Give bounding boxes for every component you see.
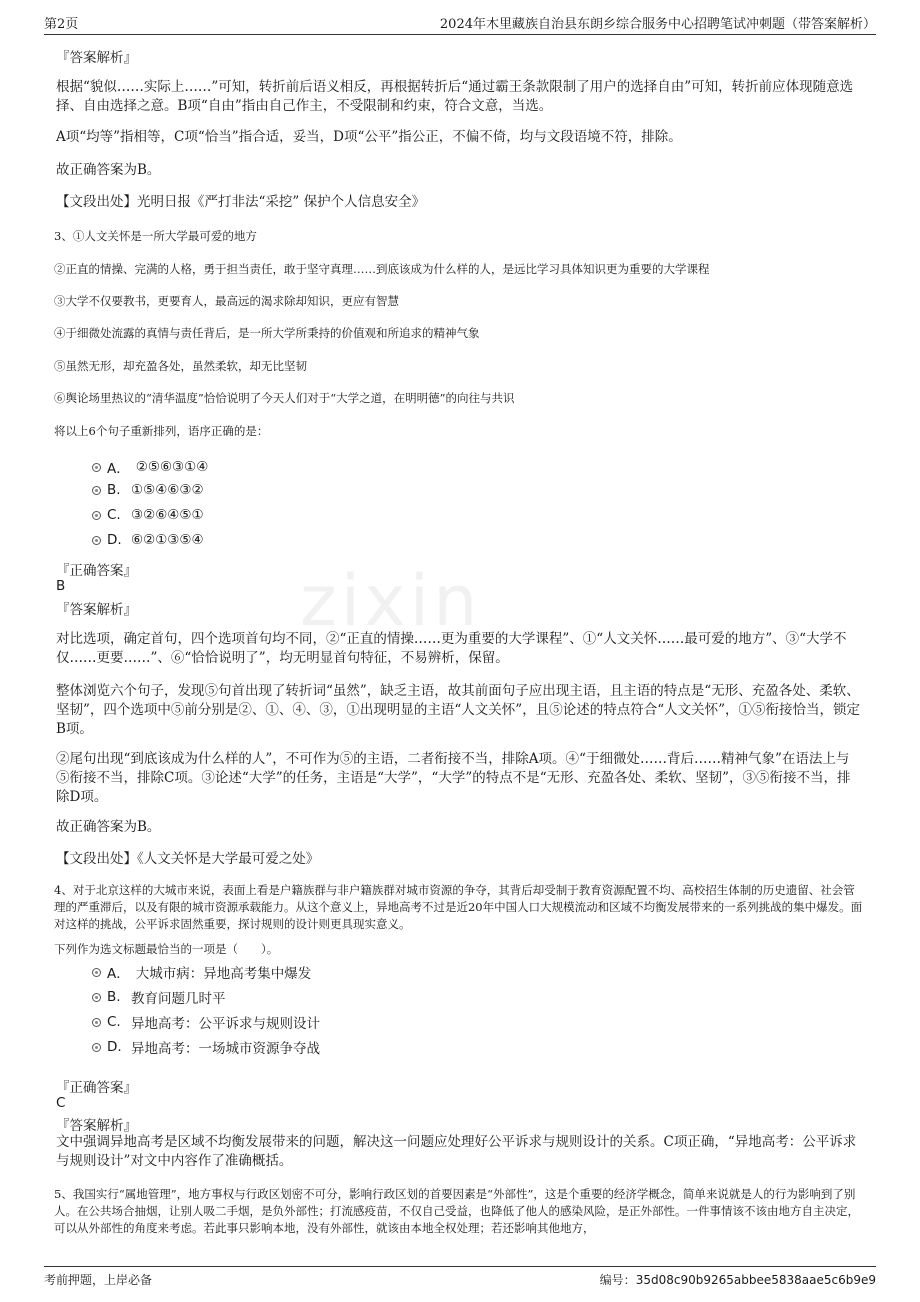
option-key: D. (107, 532, 122, 548)
option-key: A． (107, 966, 130, 982)
correct-answer-label: 『正确答案』 (56, 563, 137, 579)
analysis-paragraph: 对比选项，确定首句，四个选项首句均不同，②“正直的情操……更为重要的大学课程”、①“人文关怀……最可爱的地方”、③“大学不仅……更要……”、⑥“恰恰说明了”，均无明显首句特征，不易辨析，保留。 (56, 631, 847, 666)
page-header (44, 10, 876, 35)
source-citation: 【文段出处】《人文关怀是大学最可爱之处》 (56, 851, 320, 867)
radio-icon[interactable] (92, 993, 101, 1002)
question-sentence: 3、①人文关怀是一所大学最可爱的地方 (54, 229, 257, 243)
option-key: B. (107, 482, 121, 498)
correct-answer-label: 『正确答案』 (56, 1080, 137, 1096)
option-text: 教育问题几时平 (131, 991, 226, 1007)
page-number: 第2页 (44, 17, 79, 32)
question-prompt: 将以上6个句子重新排列，语序正确的是： (54, 424, 269, 438)
document-code-value: 35d08c90b9265abbee5838aae5c6b9e9 (635, 1273, 876, 1287)
watermark: zixin (300, 560, 482, 642)
radio-icon[interactable] (92, 1043, 101, 1052)
radio-icon[interactable] (92, 536, 101, 545)
analysis-conclusion: 故正确答案为B。 (56, 162, 161, 178)
option-c[interactable] (92, 507, 204, 523)
option-key: C. (107, 507, 121, 523)
analysis-paragraph: A项“均等”指相等，C项“恰当”指合适，妥当，D项“公平”指公正，不偏不倚，均与文段语境不符，排除。 (56, 129, 682, 145)
option-d[interactable] (92, 1037, 320, 1057)
source-citation: 【文段出处】光明日报《严打非法“采挖” 保护个人信息安全》 (56, 194, 426, 210)
document-code (600, 1271, 876, 1288)
radio-icon[interactable] (92, 463, 101, 472)
question-sentence: ⑤虽然无形，却充盈各处，虽然柔软，却无比坚韧 (54, 359, 307, 373)
radio-icon[interactable] (92, 486, 101, 495)
question-sentence: ⑥舆论场里热议的“清华温度”恰恰说明了今天人们对于“大学之道，在明明德”的向往与共识 (54, 391, 515, 405)
document-code-label: 编号： (599, 1273, 636, 1287)
analysis-paragraph: 文中强调异地高考是区域不均衡发展带来的问题，解决这一问题应处理好公平诉求与规则设计的关系。C项正确，“异地高考：公平诉求与规则设计”对文中内容作了准确概括。 (56, 1134, 857, 1169)
option-key: D. (107, 1039, 122, 1055)
option-text: ①⑤④⑥③② (131, 482, 204, 498)
question-sentence: ④于细微处流露的真情与责任背后，是一所大学所秉持的价值观和所追求的精神气象 (54, 326, 480, 340)
radio-icon[interactable] (92, 511, 101, 520)
option-text: 大城市病：异地高考集中爆发 (135, 966, 312, 982)
question-stem: 4、对于北京这样的大城市来说，表面上看是户籍族群与非户籍族群对城市资源的争夺，其背后却受制于教育资源配置不均、高校招生体制的历史遗留、社会管理的严重滞后，以及有限的城市资源承载能力。从这个意义上，异地高考不过是近20年中国人口大规模流动和区域不均衡发展带来的一系列挑战的集中爆发。面对这样的挑战，公平诉求固然重要，探讨规则的设计则更具现实意义。 (54, 883, 863, 931)
document-title: 2024年木里藏族自治县东朗乡综合服务中心招聘笔试冲刺题（带答案解析） (439, 17, 876, 32)
option-text: ⑥②①③⑤④ (131, 532, 204, 548)
option-key: A． (107, 461, 130, 477)
radio-icon[interactable] (92, 968, 101, 977)
question-sentence: ③大学不仅要教书，更要育人，最高远的渴求除却知识，更应有智慧 (54, 294, 399, 308)
analysis-label: 『答案解析』 (56, 1118, 137, 1134)
option-text: 异地高考：公平诉求与规则设计 (131, 1016, 320, 1032)
footer-slogan: 考前押题，上岸必备 (44, 1273, 153, 1287)
correct-answer: C (56, 1095, 66, 1111)
correct-answer: B (56, 578, 66, 594)
option-key: C. (107, 1014, 121, 1030)
option-text: ②⑤⑥③①④ (135, 459, 209, 475)
analysis-paragraph: 整体浏览六个句子，发现⑤句首出现了转折词“虽然”，缺乏主语，故其前面句子应出现主语，且主语的特点是“无形、充盈各处、柔软、坚韧”，四个选项中⑤前分别是②、①、④、③，①出现明显的主语“人文关怀”，且⑤论述的特点符合“人文关怀”，①⑤衔接恰当，锁定B项。 (56, 683, 861, 737)
question-prompt: 下列作为选文标题最恰当的一项是（ ）。 (54, 942, 279, 956)
radio-icon[interactable] (92, 1018, 101, 1027)
option-d[interactable] (92, 532, 204, 548)
option-key: B. (107, 989, 121, 1005)
analysis-paragraph: ②尾句出现“到底该成为什么样的人”，不可作为⑤的主语，二者衔接不当，排除A项。④“于细微处……背后……精神气象”在语法上与⑤衔接不当，排除C项。③论述“大学”的任务，主语是“大学”，“大学”的特点不是“无形、充盈各处、柔软、坚韧”，③⑤衔接不当，排除D项。 (56, 751, 851, 805)
option-text: 异地高考：一场城市资源争夺战 (131, 1041, 320, 1057)
page-footer (44, 1266, 876, 1288)
analysis-paragraph: 根据“貌似……实际上……”可知，转折前后语义相反，再根据转折后“通过霸王条款限制了用户的选择自由”可知，转折前应体现随意选择、自由选择之意。B项“自由”指由自己作主，不受限制和约束，符合文意，当选。 (56, 79, 854, 114)
option-b[interactable] (92, 482, 204, 498)
option-b[interactable] (92, 987, 226, 1007)
question-stem: 5、我国实行“属地管理”，地方事权与行政区划密不可分，影响行政区划的首要因素是“外部性”，这是个重要的经济学概念，简单来说就是人的行为影响到了别人。在公共场合抽烟，让别人吸二手烟，是负外部性；打流感疫苗，不仅自己受益，也降低了他人的感染风险，是正外部性。一件事情该不该由地方自主决定，可以从外部性的角度来考虑。若此事只影响本地，没有外部性，就该由本地全权处理；若还影响其他地方， (54, 1187, 859, 1235)
option-c[interactable] (92, 1012, 320, 1032)
question-sentence: ②正直的情操、完满的人格，勇于担当责任，敢于坚守真理……到底该成为什么样的人，是远比学习具体知识更为重要的大学课程 (54, 262, 710, 276)
analysis-label: 『答案解析』 (56, 50, 137, 66)
analysis-conclusion: 故正确答案为B。 (56, 819, 161, 835)
option-text: ③②⑥④⑤① (131, 507, 204, 523)
analysis-label: 『答案解析』 (56, 602, 137, 618)
option-a[interactable] (92, 457, 208, 477)
option-a[interactable] (92, 962, 311, 982)
